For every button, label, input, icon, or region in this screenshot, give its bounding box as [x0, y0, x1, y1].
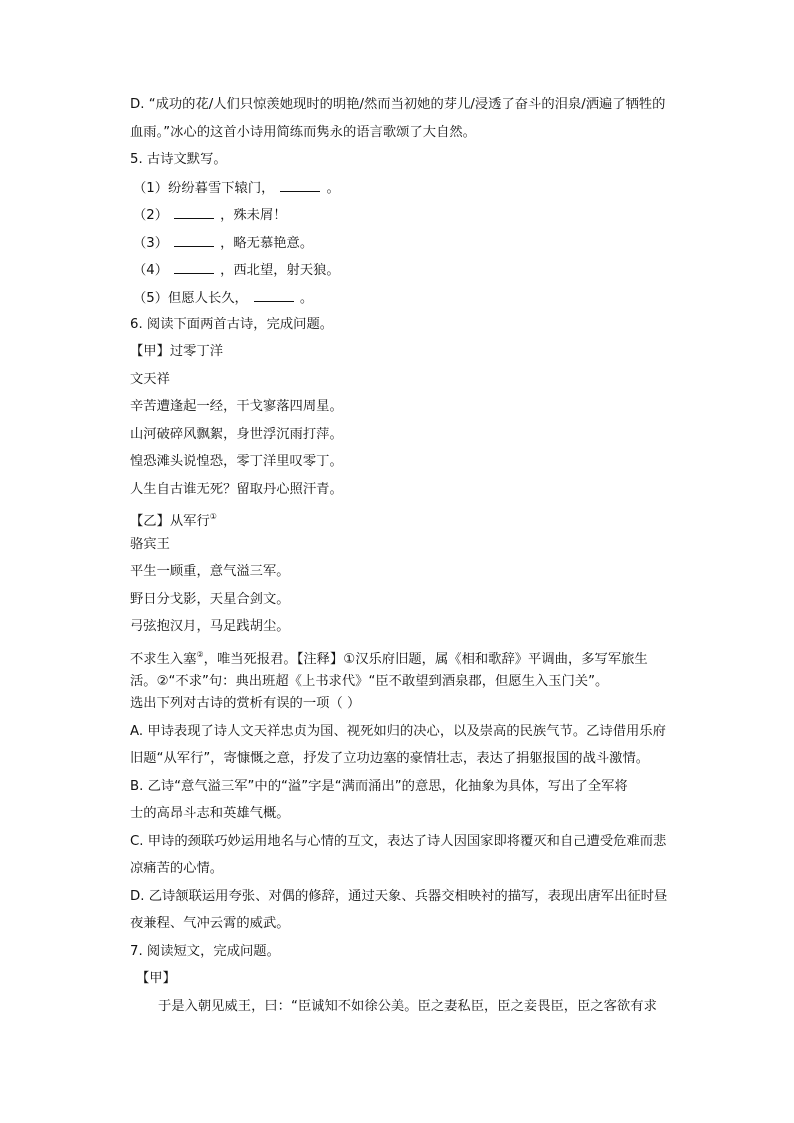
poem-b-line-3: 弓弦抱汉月，马足践胡尘。 — [130, 619, 290, 634]
answer-blank[interactable] — [174, 261, 214, 274]
answer-blank[interactable] — [280, 179, 320, 192]
q5-item-3: （3） ，略无慕艳意。 — [133, 236, 314, 251]
option-a-line2: 旧题“从军行”，寄慷慨之意，抒发了立功边塞的豪情壮志，表达了捐躯报国的战斗激情。 — [130, 751, 650, 766]
poem-a-line-4: 人生自古谁无死？留取丹心照汗青。 — [130, 482, 343, 497]
option-b-line1[interactable]: B. 乙诗“意气溢三军”中的“溢”字是“满而涌出”的意思，化抽象为具体，写出了全军将 — [130, 779, 628, 794]
q5-title: 5. 古诗文默写。 — [130, 152, 227, 167]
q4-option-d-line2: 血雨。”冰心的这首小诗用简练而隽永的语言歌颂了大自然。 — [130, 125, 476, 140]
q7-passage-line: 于是入朝见威王，曰：“臣诚知不如徐公美。臣之妻私臣，臣之妾畏臣，臣之客欲有求 — [158, 999, 657, 1014]
footnote-marker: ① — [209, 512, 217, 521]
poem-a-heading: 【甲】过零丁洋 — [130, 344, 224, 359]
poem-b-line-1: 平生一顾重，意气溢三军。 — [130, 564, 290, 579]
q7-passage-heading: 【甲】 — [136, 971, 176, 986]
poem-a-author: 文天祥 — [130, 372, 170, 387]
q5-item-5: （5）但愿人长久， 。 — [133, 291, 314, 306]
answer-blank[interactable] — [174, 234, 214, 247]
poem-a-line-1: 辛苦遭逢起一经，干戈寥落四周星。 — [130, 399, 343, 414]
answer-blank[interactable] — [254, 289, 294, 302]
q7-title: 7. 阅读短文，完成问题。 — [130, 944, 280, 959]
q5-item-1: （1）纷纷暮雪下辕门， 。 — [133, 181, 340, 196]
option-c-line1[interactable]: C. 甲诗的颈联巧妙运用地名与心情的互文，表达了诗人因国家即将覆灭和自己遭受危难而悲 — [130, 834, 667, 849]
q4-option-d-line1: D. “成功的花/人们只惊羡她现时的明艳/然而当初她的芽儿/浸透了奋斗的泪泉/洒遍了牺牲的 — [130, 97, 666, 112]
q5-item-4: （4） ，西北望，射天狼。 — [133, 263, 340, 278]
poem-a-line-2: 山河破碎风飘絮，身世浮沉雨打萍。 — [130, 427, 343, 442]
option-d-line2: 夜兼程、气冲云霄的威武。 — [130, 916, 290, 931]
poem-b-author: 骆宾王 — [130, 537, 170, 552]
poem-b-heading: 【乙】从军行① — [130, 512, 217, 529]
q6-title: 6. 阅读下面两首古诗，完成问题。 — [130, 317, 334, 332]
q5-item-2: （2） ，殊未屑！ — [133, 208, 287, 223]
option-b-line2: 士的高昂斗志和英雄气概。 — [130, 806, 290, 821]
option-a-line1[interactable]: A. 甲诗表现了诗人文天祥忠贞为国、视死如归的决心，以及崇高的民族气节。乙诗借用乐府 — [130, 724, 666, 739]
answer-blank[interactable] — [174, 206, 214, 219]
option-c-line2: 凉痛苦的心情。 — [130, 861, 224, 876]
poem-b-line-2: 野日分戈影，天星合剑文。 — [130, 592, 290, 607]
poem-b-notes-line2: 活。②“不求”句：典出班超《上书求代》“臣不敢望到酒泉郡，但愿生入玉门关”。 — [130, 674, 609, 689]
poem-a-line-3: 惶恐滩头说惶恐，零丁洋里叹零丁。 — [130, 454, 343, 469]
q6-question: 选出下列对古诗的赏析有误的一项（ ） — [130, 696, 361, 711]
poem-b-line-4-with-notes: 不求生入塞②，唯当死报君。【注释】①汉乐府旧题，属《相和歌辞》平调曲，多写军旅生 — [130, 650, 648, 667]
option-d-line1[interactable]: D. 乙诗颔联运用夸张、对偶的修辞，通过天象、兵器交相映衬的描写，表现出唐军出征时昼 — [130, 889, 668, 904]
footnote-marker: ② — [196, 650, 204, 659]
